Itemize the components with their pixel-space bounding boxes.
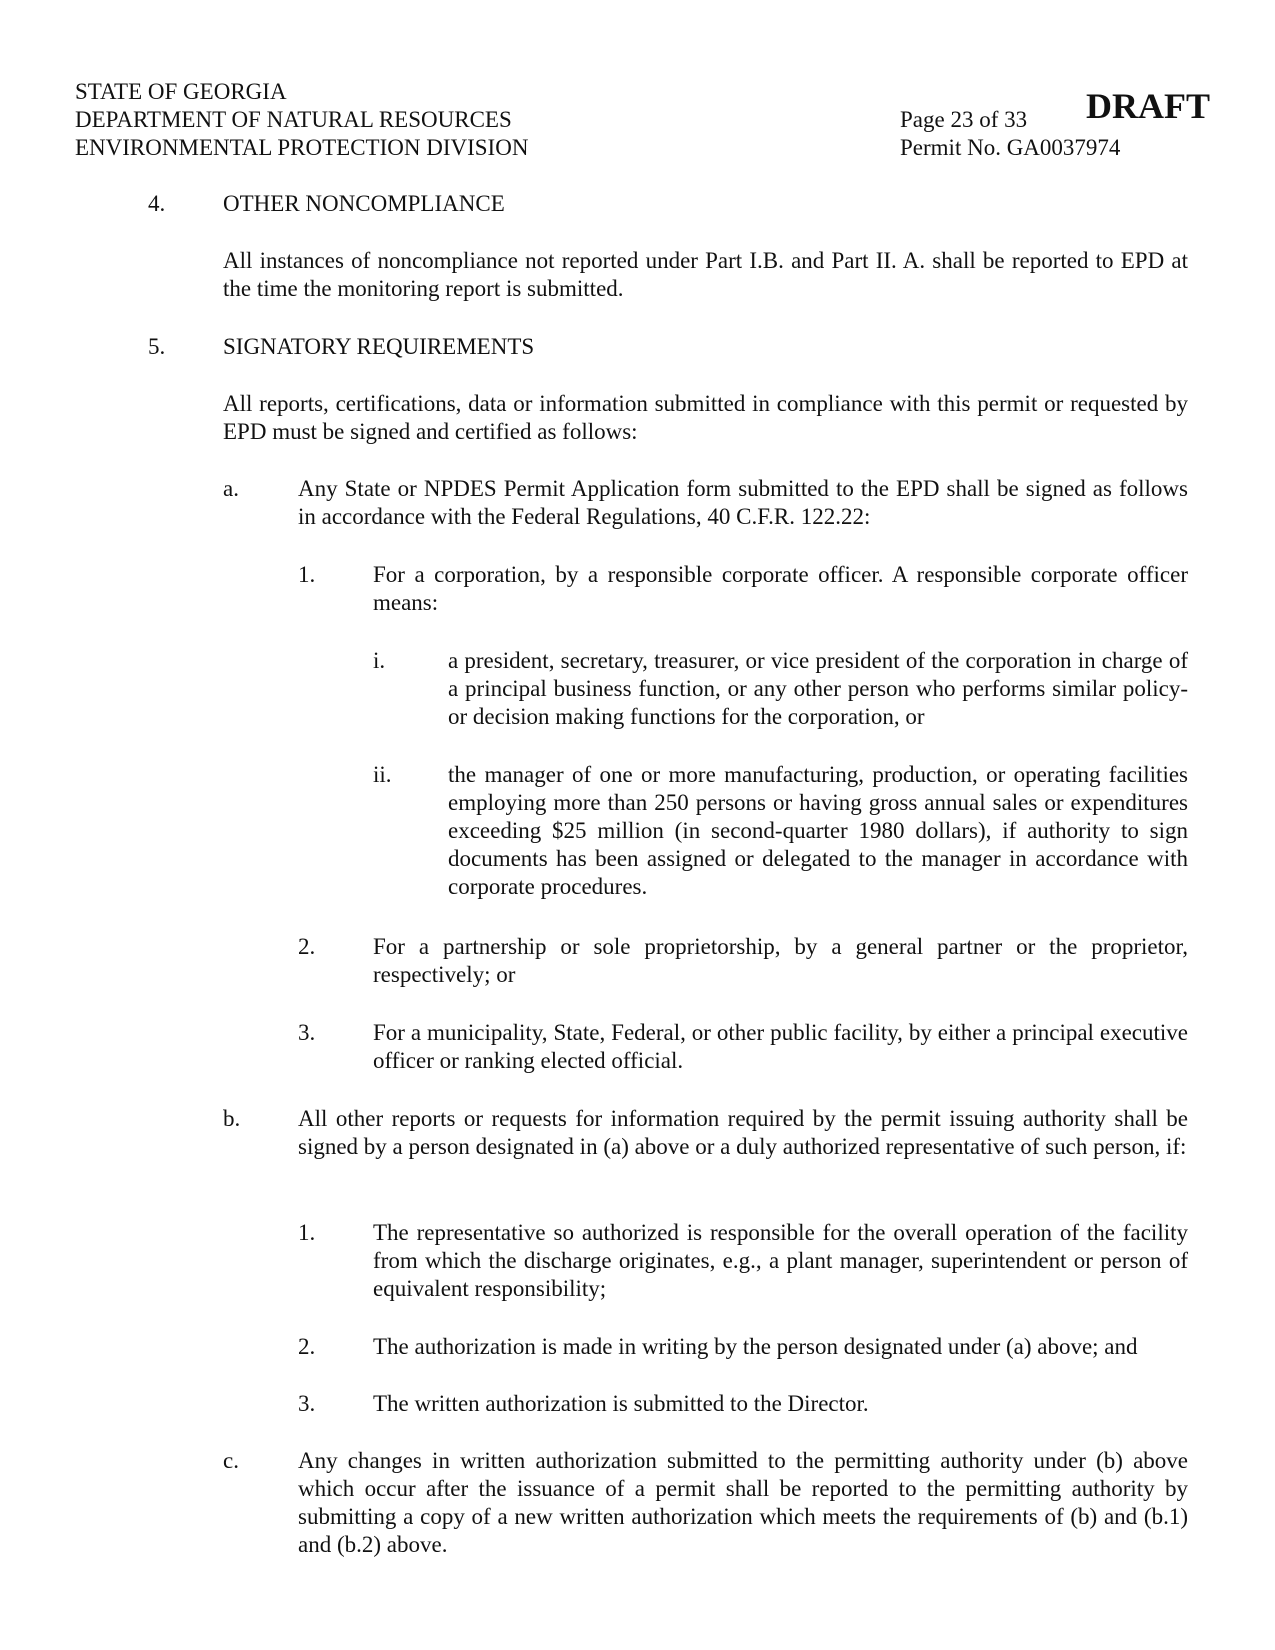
list-item-text: a president, secretary, treasurer, or vice president of the corporation in charge of a principal business function, or any other person who performs similar policy- or decision making functions for the corporation, or <box>448 648 1188 729</box>
list-label: 2. <box>298 1334 316 1359</box>
header-department: DEPARTMENT OF NATURAL RESOURCES <box>75 107 512 132</box>
section-paragraph: All reports, certifications, data or information submitted in compliance with this permit or requested by EPD must be signed and certified as follows: <box>223 391 1188 444</box>
list-item-text: The representative so authorized is responsible for the overall operation of the facility from which the discharge originates, e.g., a plant manager, superintendent or person of equivalent responsibility; <box>373 1220 1188 1301</box>
list-item-text: the manager of one or more manufacturing, production, or operating facilities employing more than 250 persons or having gross annual sales or expenditures exceeding $25 million (in second-quarter 1980 dollars), if authority to sign documents has been assigned or delegated to the manager in accordance with corporate procedures. <box>448 762 1188 899</box>
list-label: c. <box>223 1448 239 1473</box>
list-label: a. <box>223 476 239 501</box>
header-division: ENVIRONMENTAL PROTECTION DIVISION <box>75 135 529 160</box>
list-label: 3. <box>298 1391 316 1416</box>
list-label: 3. <box>298 1020 316 1045</box>
permit-number: Permit No. GA0037974 <box>900 135 1121 160</box>
agency-header <box>75 78 775 162</box>
list-label: ii. <box>373 762 392 787</box>
list-item-text: All other reports or requests for information required by the permit issuing authority shall be signed by a person designated in (a) above or a duly authorized representative of such person, if: <box>298 1106 1188 1159</box>
draft-label: DRAFT <box>1086 86 1210 126</box>
list-label: i. <box>373 648 386 673</box>
list-item-text: The authorization is made in writing by the person designated under (a) above; and <box>373 1334 1138 1359</box>
list-item-text: For a partnership or sole proprietorship, by a general partner or the proprietor, respectively; or <box>373 934 1188 987</box>
list-label: b. <box>223 1106 241 1131</box>
section-title: OTHER NONCOMPLIANCE <box>223 191 505 216</box>
section-number: 5. <box>148 334 166 359</box>
list-item-text: The written authorization is submitted to the Director. <box>373 1391 869 1416</box>
section-title: SIGNATORY REQUIREMENTS <box>223 334 535 359</box>
list-label: 1. <box>298 1220 316 1245</box>
header-state: STATE OF GEORGIA <box>75 79 287 104</box>
list-item-text: Any changes in written authorization submitted to the permitting authority under (b) above which occur after the issuance of a permit shall be reported to the permitting authority by submitting a copy of a new written authorization which meets the requirements of (b) and (b.1) and (b.2) above. <box>298 1448 1188 1557</box>
list-label: 1. <box>298 562 316 587</box>
section-number: 4. <box>148 191 166 216</box>
list-item-text: For a corporation, by a responsible corporate officer. A responsible corporate officer means: <box>373 562 1188 615</box>
list-item-text: For a municipality, State, Federal, or other public facility, by either a principal executive officer or ranking elected official. <box>373 1020 1188 1073</box>
list-label: 2. <box>298 934 316 959</box>
section-paragraph: All instances of noncompliance not reported under Part I.B. and Part II. A. shall be reported to EPD at the time the monitoring report is submitted. <box>223 248 1188 301</box>
page-number: Page 23 of 33 <box>900 107 1028 132</box>
list-item-text: Any State or NPDES Permit Application form submitted to the EPD shall be signed as follows in accordance with the Federal Regulations, 40 C.F.R. 122.22: <box>298 476 1188 529</box>
